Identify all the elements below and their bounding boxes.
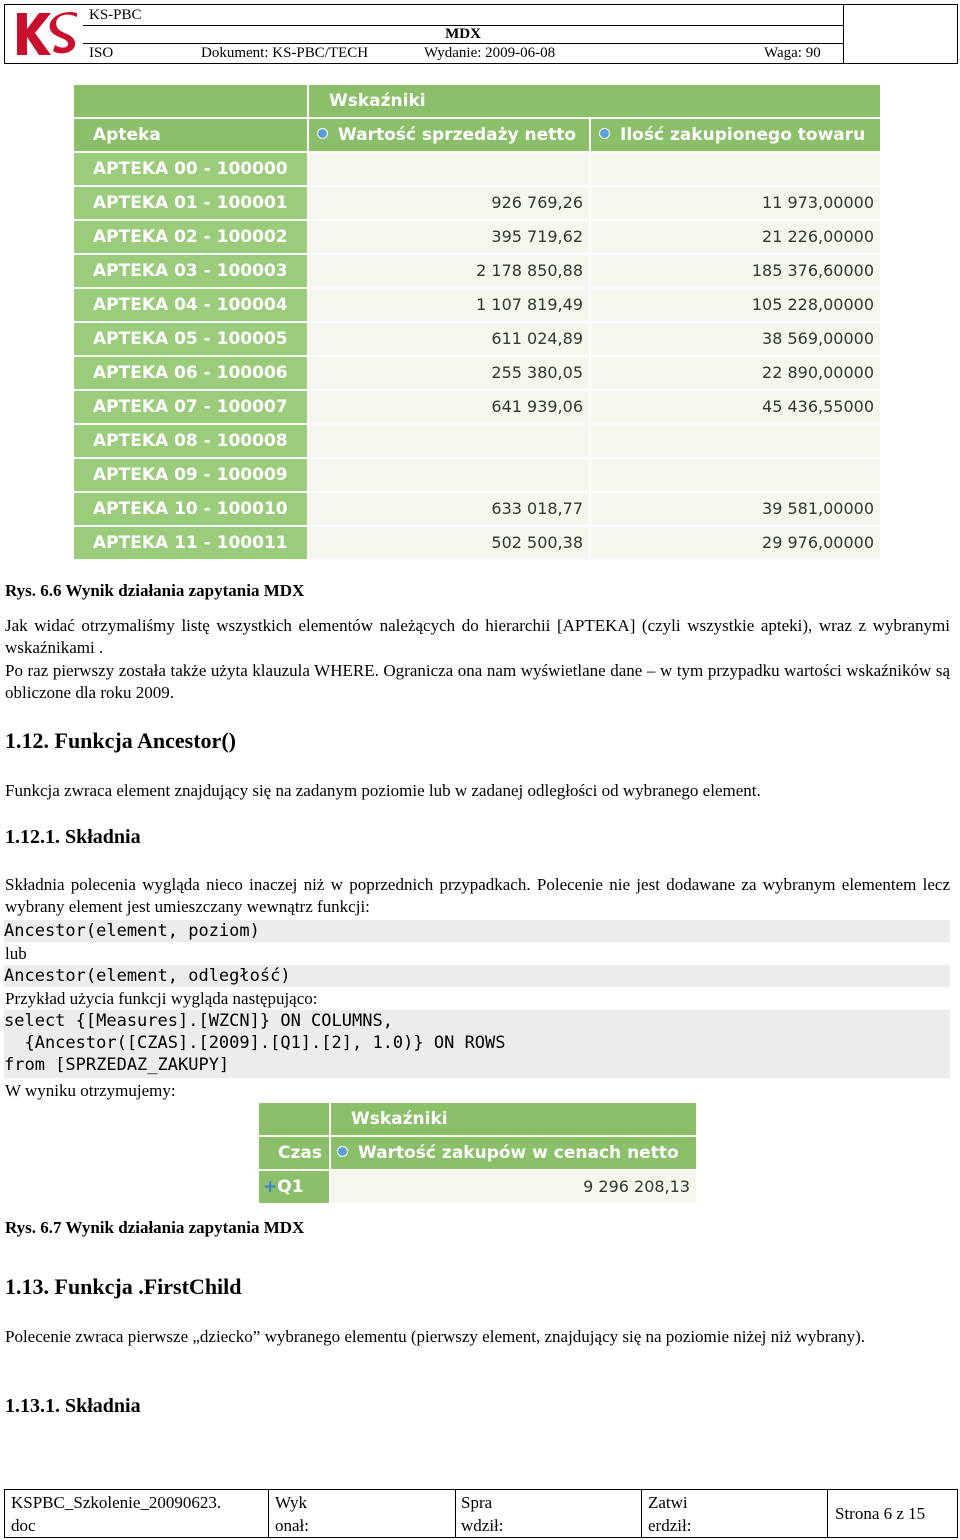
figure-caption: Rys. 6.7 Wynik działania zapytania MDX bbox=[5, 1218, 305, 1237]
cell-sales: 1 107 819,49 bbox=[309, 289, 589, 321]
weight-label: Waga: 90 bbox=[764, 45, 821, 61]
expand-icon[interactable]: + bbox=[263, 1177, 278, 1197]
footer-file-name: KSPBC_Szkolenie_20090623. doc bbox=[11, 1493, 222, 1535]
cell-sales: 926 769,26 bbox=[309, 187, 589, 219]
cell-sales: 395 719,62 bbox=[309, 221, 589, 253]
document-id: Dokument: KS-PBC/TECH bbox=[201, 45, 369, 61]
document-title: MDX bbox=[445, 26, 481, 42]
cell-sales: 502 500,38 bbox=[309, 527, 589, 559]
value-cell: 9 296 208,13 bbox=[331, 1171, 696, 1203]
edition-date: Wydanie: 2009-06-08 bbox=[424, 45, 556, 61]
company-name: KS-PBC bbox=[89, 7, 142, 23]
footer-made-by: Wyk onał: bbox=[275, 1493, 309, 1535]
section-heading: 1.13. Funkcja .FirstChild bbox=[5, 1274, 242, 1299]
cell-sales: 641 939,06 bbox=[309, 391, 589, 423]
column-header-qty: Ilość zakupionego towaru bbox=[591, 119, 880, 151]
row-header-q1[interactable]: +Q1 bbox=[259, 1171, 329, 1203]
cell-qty: 185 376,60000 bbox=[591, 255, 880, 287]
footer-approved-by: Zatwi erdził: bbox=[648, 1493, 692, 1535]
cell-qty bbox=[591, 425, 880, 457]
cell-qty: 21 226,00000 bbox=[591, 221, 880, 253]
figure-caption: Rys. 6.6 Wynik działania zapytania MDX bbox=[5, 581, 305, 600]
footer-divider bbox=[827, 1490, 828, 1537]
paragraph: Funkcja zwraca element znajdujący się na zadanym poziomie lub w zadanej odległości od wybranego element. bbox=[5, 781, 761, 800]
group-header: Wskaźniki bbox=[309, 85, 880, 117]
group-header: Wskaźniki bbox=[331, 1103, 696, 1135]
bullet-icon bbox=[337, 1146, 348, 1157]
cell-qty: 45 436,55000 bbox=[591, 391, 880, 423]
row-header-pharmacy: APTEKA 10 - 100010 bbox=[74, 493, 307, 525]
subsection-heading: 1.12.1. Składnia bbox=[5, 826, 141, 848]
footer-divider bbox=[268, 1490, 269, 1537]
bullet-icon bbox=[599, 128, 610, 139]
footer-page-number: Strona 6 z 15 bbox=[835, 1504, 926, 1523]
code-block-query: select {[Measures].[WZCN]} ON COLUMNS, {Ancestor([CZAS].[2009].[Q1].[2], 1.0)} ON ROWS from [SPRZEDAZ_ZAKUPY] bbox=[4, 1010, 950, 1078]
page-header bbox=[4, 4, 958, 64]
row-header-pharmacy: APTEKA 04 - 100004 bbox=[74, 289, 307, 321]
company-logo bbox=[13, 9, 81, 59]
cell-qty: 22 890,00000 bbox=[591, 357, 880, 389]
cell-qty: 11 973,00000 bbox=[591, 187, 880, 219]
column-header-time: Czas bbox=[259, 1137, 329, 1169]
cell-qty: 105 228,00000 bbox=[591, 289, 880, 321]
bullet-icon bbox=[317, 128, 328, 139]
cell-qty bbox=[591, 153, 880, 185]
table-corner bbox=[259, 1103, 329, 1135]
column-header-name: Apteka bbox=[74, 119, 307, 151]
cell-sales: 633 018,77 bbox=[309, 493, 589, 525]
header-divider bbox=[843, 5, 844, 63]
cell-sales bbox=[309, 459, 589, 491]
cell-sales: 2 178 850,88 bbox=[309, 255, 589, 287]
table-corner bbox=[74, 85, 307, 117]
footer-divider bbox=[455, 1490, 456, 1537]
ancestor-result-table bbox=[259, 1103, 696, 1203]
row-header-pharmacy: APTEKA 08 - 100008 bbox=[74, 425, 307, 457]
footer-divider bbox=[641, 1490, 642, 1537]
iso-label: ISO bbox=[89, 45, 114, 61]
row-header-pharmacy: APTEKA 09 - 100009 bbox=[74, 459, 307, 491]
header-row-company bbox=[83, 5, 843, 26]
cell-qty bbox=[591, 459, 880, 491]
cell-sales: 255 380,05 bbox=[309, 357, 589, 389]
header-row-title bbox=[83, 25, 843, 44]
row-header-pharmacy: APTEKA 11 - 100011 bbox=[74, 527, 307, 559]
cell-qty: 29 976,00000 bbox=[591, 527, 880, 559]
row-header-pharmacy: APTEKA 02 - 100002 bbox=[74, 221, 307, 253]
paragraph: Przykład użycia funkcji wygląda następująco: bbox=[5, 989, 318, 1008]
row-header-pharmacy: APTEKA 05 - 100005 bbox=[74, 323, 307, 355]
footer-checked-by: Spra wdził: bbox=[461, 1493, 504, 1535]
cell-qty: 38 569,00000 bbox=[591, 323, 880, 355]
row-header-pharmacy: APTEKA 00 - 100000 bbox=[74, 153, 307, 185]
row-header-pharmacy: APTEKA 07 - 100007 bbox=[74, 391, 307, 423]
subsection-heading: 1.13.1. Składnia bbox=[5, 1395, 141, 1417]
section-heading: 1.12. Funkcja Ancestor() bbox=[5, 728, 236, 753]
page-footer bbox=[4, 1489, 958, 1538]
paragraph: Jak widać otrzymaliśmy listę wszystkich elementów należących do hierarchii [APTEKA] (czyli wszystkie apteki), wraz z wybranymi wskaźnikami . bbox=[5, 616, 950, 657]
row-header-pharmacy: APTEKA 06 - 100006 bbox=[74, 357, 307, 389]
cell-qty: 39 581,00000 bbox=[591, 493, 880, 525]
pharmacy-results-table bbox=[74, 85, 880, 567]
column-header-sales: Wartość sprzedaży netto bbox=[309, 119, 589, 151]
text-or: lub bbox=[5, 944, 27, 963]
code-block: Ancestor(element, odległość) bbox=[4, 965, 950, 987]
paragraph: W wyniku otrzymujemy: bbox=[5, 1081, 176, 1100]
column-header-value: Wartość zakupów w cenach netto bbox=[331, 1137, 696, 1169]
paragraph: Po raz pierwszy została także użyta klauzula WHERE. Ogranicza ona nam wyświetlane dane – w tym przypadku wartości wskaźników są obliczone dla roku 2009. bbox=[5, 661, 950, 702]
code-block: Ancestor(element, poziom) bbox=[4, 920, 950, 942]
paragraph: Składnia polecenia wygląda nieco inaczej niż w poprzednich przypadkach. Polecenie nie jest dodawane za wybranym elementem lecz wybrany element jest umieszczany wewnątrz funkcji: bbox=[5, 875, 950, 916]
row-header-pharmacy: APTEKA 03 - 100003 bbox=[74, 255, 307, 287]
row-header-pharmacy: APTEKA 01 - 100001 bbox=[74, 187, 307, 219]
cell-sales: 611 024,89 bbox=[309, 323, 589, 355]
cell-sales bbox=[309, 153, 589, 185]
header-row-meta bbox=[83, 43, 843, 63]
paragraph: Polecenie zwraca pierwsze „dziecko” wybranego elementu (pierwszy element, znajdujący się na poziomie niżej niż wybrany). bbox=[5, 1327, 866, 1346]
cell-sales bbox=[309, 425, 589, 457]
